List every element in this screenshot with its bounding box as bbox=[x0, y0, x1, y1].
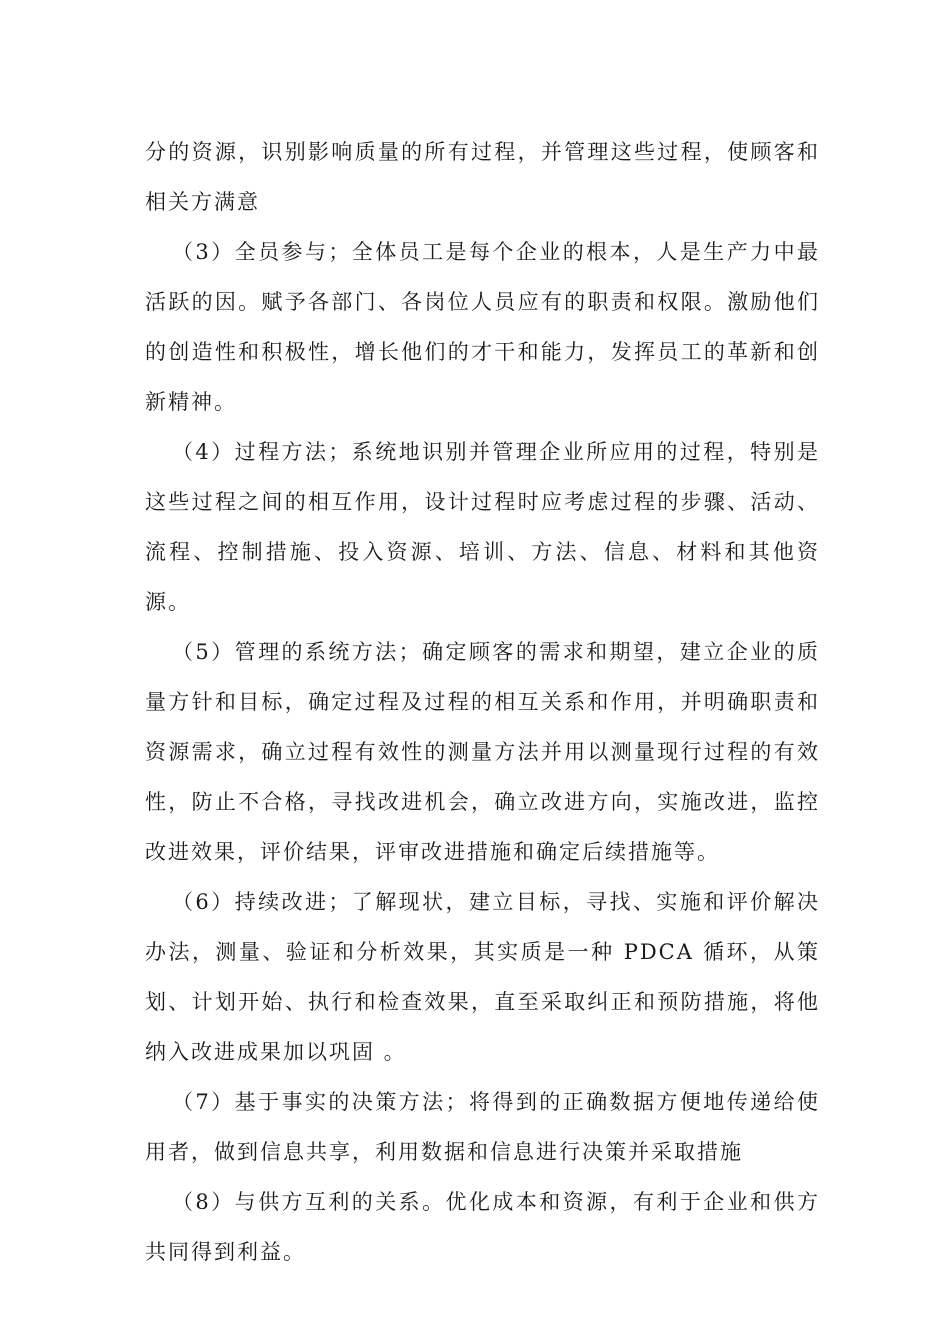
document-body bbox=[145, 127, 820, 1277]
paragraph-3-full-participation: （3）全员参与；全体员工是每个企业的根本，人是生产力中最活跃的因。赋予各部门、各岗位人员应有的职责和权限。激励他们的创造性和积极性，增长他们的才干和能力，发挥员工的革新和创新精神。 bbox=[145, 240, 820, 414]
paragraph-continued: 分的资源，识别影响质量的所有过程，并管理这些过程，使顾客和相关方满意 bbox=[145, 140, 820, 214]
paragraph-5-system-approach: （5）管理的系统方法；确定顾客的需求和期望，建立企业的质量方针和目标，确定过程及过程的相互关系和作用，并明确职责和资源需求，确立过程有效性的测量方法并用以测量现行过程的有效性，防止不合格，寻找改进机会，确立改进方向，实施改进，监控改进效果，评价结果，评审改进措施和确定后续措施等。 bbox=[145, 640, 820, 864]
paragraph-6-continual-improvement: （6）持续改进；了解现状，建立目标，寻找、实施和评价解决办法，测量、验证和分析效果，其实质是一种 PDCA 循环，从策划、计划开始、执行和检查效果，直至采取纠正和预防措施，将他纳入改进成果加以巩固 。 bbox=[145, 890, 820, 1064]
paragraph-7-fact-based-decisions: （7）基于事实的决策方法；将得到的正确数据方便地传递给使用者，做到信息共享，利用数据和信息进行决策并采取措施 bbox=[145, 1090, 820, 1164]
paragraph-8-supplier-relationship: （8）与供方互利的关系。优化成本和资源，有利于企业和供方共同得到利益。 bbox=[145, 1190, 820, 1264]
paragraph-4-process-approach: （4）过程方法；系统地识别并管理企业所应用的过程，特别是这些过程之间的相互作用，设计过程时应考虑过程的步骤、活动、流程、控制措施、投入资源、培训、方法、信息、材料和其他资源。 bbox=[145, 440, 820, 614]
